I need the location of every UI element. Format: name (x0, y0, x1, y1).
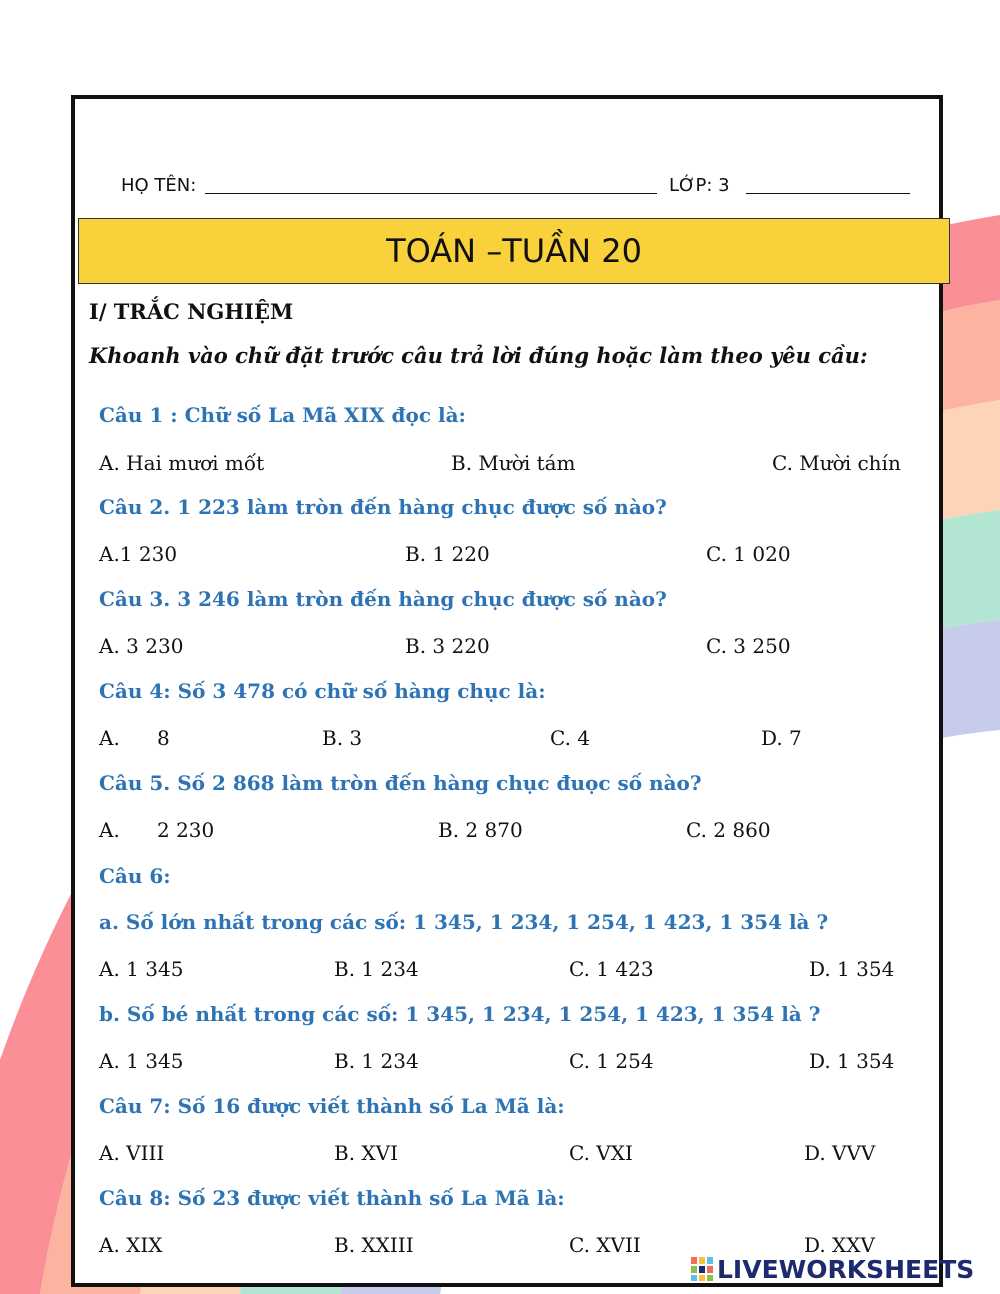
page-title: TOÁN –TUẦN 20 (386, 232, 642, 270)
name-input-line[interactable] (205, 193, 657, 194)
liveworksheets-logo-icon (691, 1257, 713, 1281)
option-6a-b[interactable]: B. 1 234 (334, 957, 419, 981)
option-8c[interactable]: C. XVII (569, 1233, 641, 1257)
section-title: I/ TRẮC NGHIỆM (89, 299, 294, 324)
question-1: Câu 1 : Chữ số La Mã XIX đọc là: (99, 403, 466, 427)
option-6b-d[interactable]: D. 1 354 (809, 1049, 895, 1073)
option-6b-c[interactable]: C. 1 254 (569, 1049, 654, 1073)
option-1b[interactable]: B. Mười tám (451, 451, 576, 475)
option-7b[interactable]: B. XVI (334, 1141, 398, 1165)
option-3b[interactable]: B. 3 220 (405, 634, 490, 658)
option-5c[interactable]: C. 2 860 (686, 818, 771, 842)
option-6b-b[interactable]: B. 1 234 (334, 1049, 419, 1073)
page-title-banner (78, 218, 950, 284)
option-8d[interactable]: D. XXV (804, 1233, 875, 1257)
option-4a-value[interactable]: 8 (157, 726, 170, 750)
instruction-text: Khoanh vào chữ đặt trước câu trả lời đúng hoặc làm theo yêu cầu: (89, 343, 868, 368)
option-1c[interactable]: C. Mười chín (772, 451, 901, 475)
option-5a-value[interactable]: 2 230 (157, 818, 215, 842)
option-6a-d[interactable]: D. 1 354 (809, 957, 895, 981)
name-class-row (121, 175, 911, 199)
class-label: LỚP: 3 (669, 175, 730, 196)
question-3: Câu 3. 3 246 làm tròn đến hàng chục được số nào? (99, 587, 667, 611)
option-7d[interactable]: D. VVV (804, 1141, 876, 1165)
option-2b[interactable]: B. 1 220 (405, 542, 490, 566)
option-4b[interactable]: B. 3 (322, 726, 363, 750)
option-8b[interactable]: B. XXIII (334, 1233, 414, 1257)
question-2: Câu 2. 1 223 làm tròn đến hàng chục được số nào? (99, 495, 667, 519)
option-6a-c[interactable]: C. 1 423 (569, 957, 654, 981)
option-3a[interactable]: A. 3 230 (99, 634, 184, 658)
option-6a-a[interactable]: A. 1 345 (99, 957, 184, 981)
worksheet-frame (71, 95, 943, 1287)
liveworksheets-logo-text: LIVEWORKSHEETS (717, 1254, 975, 1284)
class-input-line[interactable] (746, 193, 910, 194)
option-5b[interactable]: B. 2 870 (438, 818, 523, 842)
option-5a[interactable]: A. (99, 818, 120, 842)
option-8a[interactable]: A. XIX (99, 1233, 163, 1257)
option-4d[interactable]: D. 7 (761, 726, 802, 750)
option-2c[interactable]: C. 1 020 (706, 542, 791, 566)
option-6b-a[interactable]: A. 1 345 (99, 1049, 184, 1073)
question-8: Câu 8: Số 23 được viết thành số La Mã là: (99, 1186, 565, 1210)
liveworksheets-logo (691, 1254, 974, 1284)
question-6a: a. Số lớn nhất trong các số: 1 345, 1 234, 1 254, 1 423, 1 354 là ? (99, 910, 829, 934)
question-6: Câu 6: (99, 864, 171, 888)
option-2a[interactable]: A.1 230 (99, 542, 178, 566)
option-3c[interactable]: C. 3 250 (706, 634, 791, 658)
name-label: HỌ TÊN: (121, 175, 197, 196)
option-4c[interactable]: C. 4 (550, 726, 591, 750)
question-6b: b. Số bé nhất trong các số: 1 345, 1 234, 1 254, 1 423, 1 354 là ? (99, 1002, 821, 1026)
question-4: Câu 4: Số 3 478 có chữ số hàng chục là: (99, 679, 546, 703)
question-5: Câu 5. Số 2 868 làm tròn đến hàng chục đuọc số nào? (99, 771, 702, 795)
option-1a[interactable]: A. Hai mươi mốt (99, 451, 265, 475)
question-7: Câu 7: Số 16 được viết thành số La Mã là: (99, 1094, 565, 1118)
option-7c[interactable]: C. VXI (569, 1141, 633, 1165)
option-7a[interactable]: A. VIII (99, 1141, 165, 1165)
option-4a[interactable]: A. (99, 726, 120, 750)
